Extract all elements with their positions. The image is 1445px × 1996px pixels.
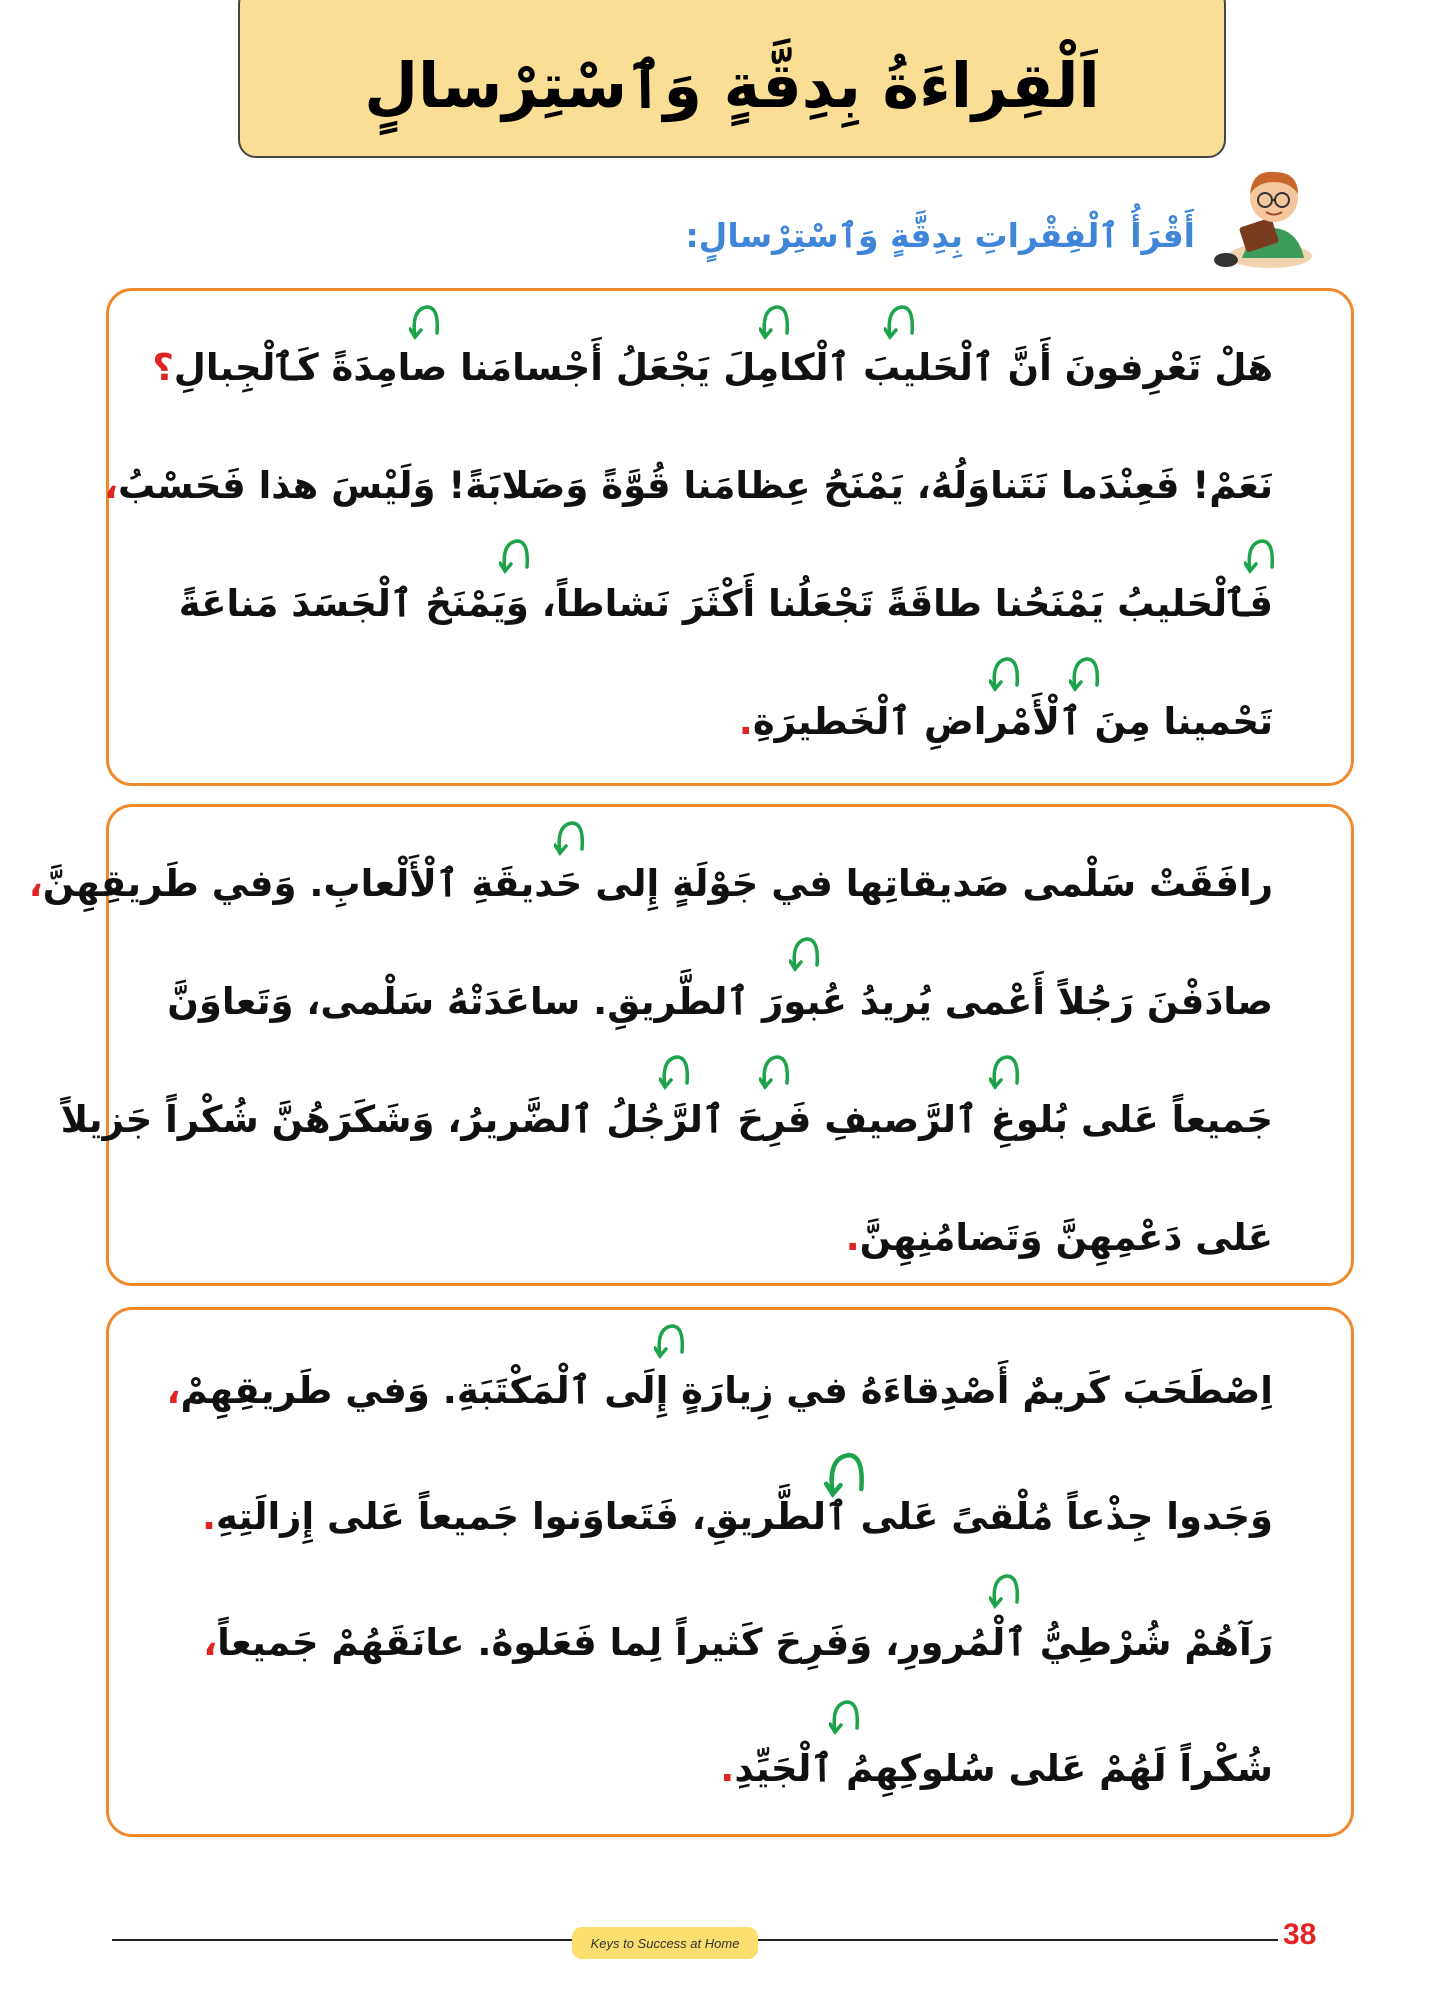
- curved-arrow-icon: [659, 1053, 693, 1093]
- curved-arrow-icon: [829, 1698, 863, 1738]
- kid-reading-icon: [1212, 160, 1322, 272]
- line-punctuation: ؟: [152, 346, 174, 389]
- curved-arrow-icon: [1244, 537, 1278, 577]
- page-title: اَلْقِراءَةُ بِدِقَّةٍ وَٱسْتِرْسالٍ: [364, 48, 1100, 122]
- curved-arrow-icon: [824, 1450, 870, 1502]
- passage-line: [169, 663, 1273, 781]
- line-text: فَٱلْحَليبُ يَمْنَحُنا طاقَةً تَجْعَلُنا أَكْثَرَ نَشاطاً، وَيَمْنَحُ ٱلْجَسَدَ مَناعَةً: [178, 582, 1273, 625]
- line-punctuation: .: [201, 1495, 217, 1538]
- line-punctuation: ،: [103, 464, 118, 507]
- page-number: 38: [1283, 1918, 1317, 1951]
- curved-arrow-icon: [409, 303, 443, 343]
- line-text: تَحْمينا مِنَ ٱلْأَمْراضِ ٱلْخَطيرَةِ: [752, 700, 1273, 743]
- curved-arrow-icon: [1069, 655, 1103, 695]
- instruction: أَقْرَأُ ٱلْفِقْراتِ بِدِقَّةٍ وَٱسْتِرْسالٍ:: [685, 216, 1195, 255]
- passage-line: [169, 1454, 1273, 1580]
- passage-line: [60, 1061, 1273, 1179]
- line-text: هَلْ تَعْرِفونَ أَنَّ ٱلْحَليبَ ٱلْكامِلَ يَجْعَلُ أَجْسامَنا صامِدَةً كَٱلْجِبالِ: [173, 346, 1273, 389]
- curved-arrow-icon: [759, 1053, 793, 1093]
- passage-line: [169, 1580, 1273, 1706]
- line-punctuation: ،: [166, 1369, 181, 1412]
- line-text: رَآهُمْ شُرْطِيُّ ٱلْمُرورِ، وَفَرِحَ كَثيراً لِما فَعَلوهُ. عانَقَهُمْ جَميعاً: [217, 1621, 1273, 1664]
- line-punctuation: ،: [203, 1621, 218, 1664]
- line-text: جَميعاً عَلى بُلوغِ ٱلرَّصيفِ فَرِحَ ٱلرَّجُلُ ٱلضَّريرُ، وَشَكَرَهُنَّ شُكْراً جَزيلاً: [60, 1098, 1273, 1141]
- passage-3: [106, 1307, 1354, 1837]
- curved-arrow-icon: [554, 819, 588, 859]
- line-text: شُكْراً لَهُمْ عَلى سُلوكِهِمُ ٱلْجَيِّدِ: [734, 1747, 1273, 1790]
- footer-badge: Keys to Success at Home: [572, 1927, 758, 1959]
- line-text: نَعَمْ! فَعِنْدَما نَتَناوَلُهُ، يَمْنَحُ عِظامَنا قُوَّةً وَصَلابَةً! وَلَيْسَ هذا فَحَسْبُ: [118, 464, 1273, 507]
- curved-arrow-icon: [989, 1053, 1023, 1093]
- line-punctuation: .: [720, 1747, 735, 1790]
- passage-line: [28, 825, 1273, 943]
- title-banner: [238, 0, 1226, 158]
- passage-2: [28, 804, 1354, 1286]
- line-punctuation: .: [845, 1216, 860, 1259]
- curved-arrow-icon: [789, 935, 823, 975]
- passage-line: [169, 1179, 1273, 1297]
- line-text: وَجَدوا جِذْعاً مُلْقىً عَلى ٱلطَّريقِ، فَتَعاوَنوا جَميعاً عَلى إِزالَتِهِ: [216, 1495, 1273, 1538]
- curved-arrow-icon: [499, 537, 533, 577]
- line-text: صادَفْنَ رَجُلاً أَعْمى يُريدُ عُبورَ ٱلطَّريقِ. ساعَدَتْهُ سَلْمى، وَتَعاوَنَّ: [167, 980, 1273, 1023]
- curved-arrow-icon: [884, 303, 918, 343]
- passage-line: [169, 943, 1273, 1061]
- curved-arrow-icon: [989, 655, 1023, 695]
- line-text: عَلى دَعْمِهِنَّ وَتَضامُنِهِنَّ: [859, 1216, 1273, 1259]
- line-punctuation: .: [738, 700, 753, 743]
- curved-arrow-icon: [759, 303, 793, 343]
- passage-line: [166, 1328, 1273, 1454]
- passage-line: [169, 545, 1273, 663]
- line-text: اِصْطَحَبَ كَريمٌ أَصْدِقاءَهُ في زِيارَةٍ إِلَى ٱلْمَكْتَبَةِ. وَفي طَريقِهِمْ: [180, 1369, 1273, 1412]
- line-text: رافَقَتْ سَلْمى صَديقاتِها في جَوْلَةٍ إِلى حَديقَةِ ٱلْأَلْعابِ. وَفي طَريقِهِنَّ: [42, 862, 1273, 905]
- passage-1: [103, 288, 1354, 786]
- line-punctuation: ،: [28, 862, 43, 905]
- passage-line: [169, 1706, 1273, 1832]
- passage-line: [152, 309, 1273, 427]
- passage-line: [103, 427, 1273, 545]
- curved-arrow-icon: [989, 1572, 1023, 1612]
- curved-arrow-icon: [654, 1322, 688, 1362]
